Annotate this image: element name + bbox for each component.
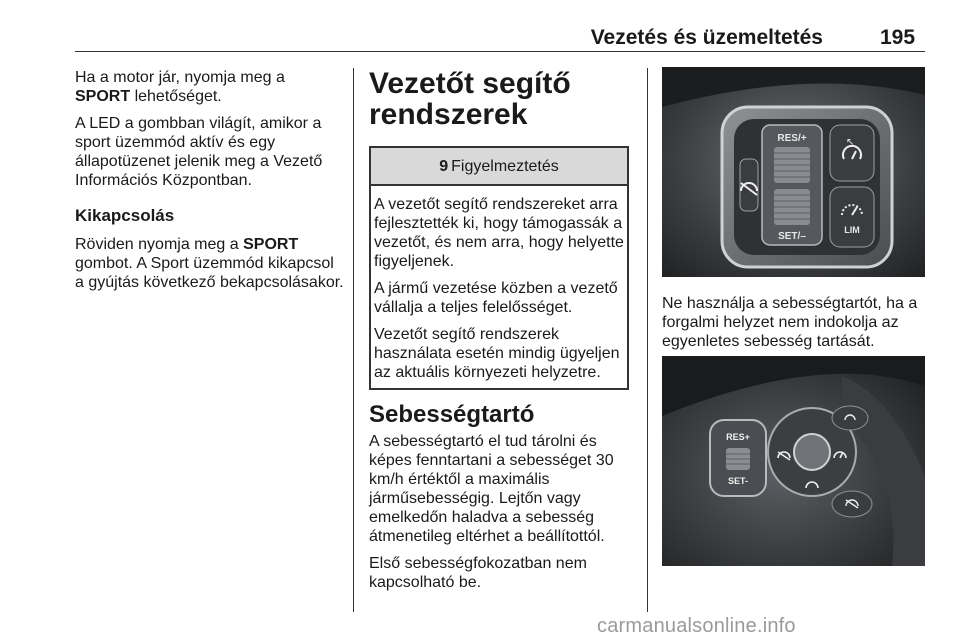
warning-paragraph: A jármű vezetése közben a vezető vállalja a teljes felelősséget. [374, 280, 618, 316]
heading-cruise-control: Sebességtartó [369, 401, 535, 428]
sport-label: SPORT [75, 88, 131, 105]
res-label: RES+ [726, 432, 750, 442]
sport-label: SPORT [243, 236, 299, 253]
steering-wheel-controls-image [662, 356, 925, 566]
heading-deactivation: Kikapcsolás [75, 206, 175, 225]
set-label: SET- [727, 476, 749, 486]
section-title-driver-assist: Vezetőt segítő rendszerek [369, 67, 571, 131]
lim-label: LIM [844, 225, 860, 235]
paragraph-cruise-range: A sebességtartó el tud tárolni és képes fenntartani a sebességet 30 km/h értéktől a maximális járműsebességig. Lejtőn vagy emelkedőn haladva a sebesség átmenetileg eltérhet a beállítottól. [369, 433, 614, 545]
paragraph-text: Ha a motor jár, nyomja meg a [75, 69, 285, 86]
warning-paragraph: A vezetőt segítő rendszereket arra fejlesztették ki, hogy támogassák a vezetőt, és nem arra, hogy helyette figyeljenek. [374, 196, 624, 270]
warning-heading: Figyelmeztetés [451, 157, 559, 175]
paragraph-text: Röviden nyomja meg a [75, 236, 244, 253]
watermark: carmanualsonline.info [597, 615, 796, 637]
res-plus-label: RES/+ [777, 133, 807, 144]
caption-cruise-warning: Ne használja a sebességtartót, ha a forgalmi helyzet nem indokolja az egyenletes sebesség tartását. [662, 295, 918, 350]
paragraph-led: A LED a gombban világít, amikor a sport üzemmód aktív és egy állapotüzenet jelenik meg a Vezető Információs Központban. [75, 115, 323, 189]
warning-icon: 9 [439, 157, 449, 175]
paragraph-first-gear: Első sebességfokozatban nem kapcsolható be. [369, 555, 587, 591]
column-divider-right [647, 68, 648, 612]
warning-box [369, 146, 629, 390]
header-rule [75, 51, 925, 52]
page-header-title: Vezetés és üzemeltetés [590, 26, 823, 49]
set-minus-label: SET/– [778, 231, 806, 242]
warning-paragraph: Vezetőt segítő rendszerek használata esetén mindig ügyeljen az aktuális környezeti helyzetre. [374, 326, 620, 381]
left-column [75, 68, 347, 300]
page-number: 195 [880, 26, 916, 49]
paragraph-text: lehetőséget. [130, 88, 222, 105]
paragraph-sport-on [75, 68, 347, 106]
svg-text:↖: ↖ [846, 137, 855, 148]
middle-column [369, 68, 637, 600]
warning-header [371, 148, 627, 186]
cruise-control-buttons-image [662, 67, 925, 277]
warning-body [371, 186, 627, 388]
paragraph-sport-off [75, 235, 347, 292]
paragraph-text: gombot. A Sport üzemmód kikapcsol a gyújtás következő bekapcsolásakor. [75, 255, 344, 291]
column-divider-left [353, 68, 354, 612]
